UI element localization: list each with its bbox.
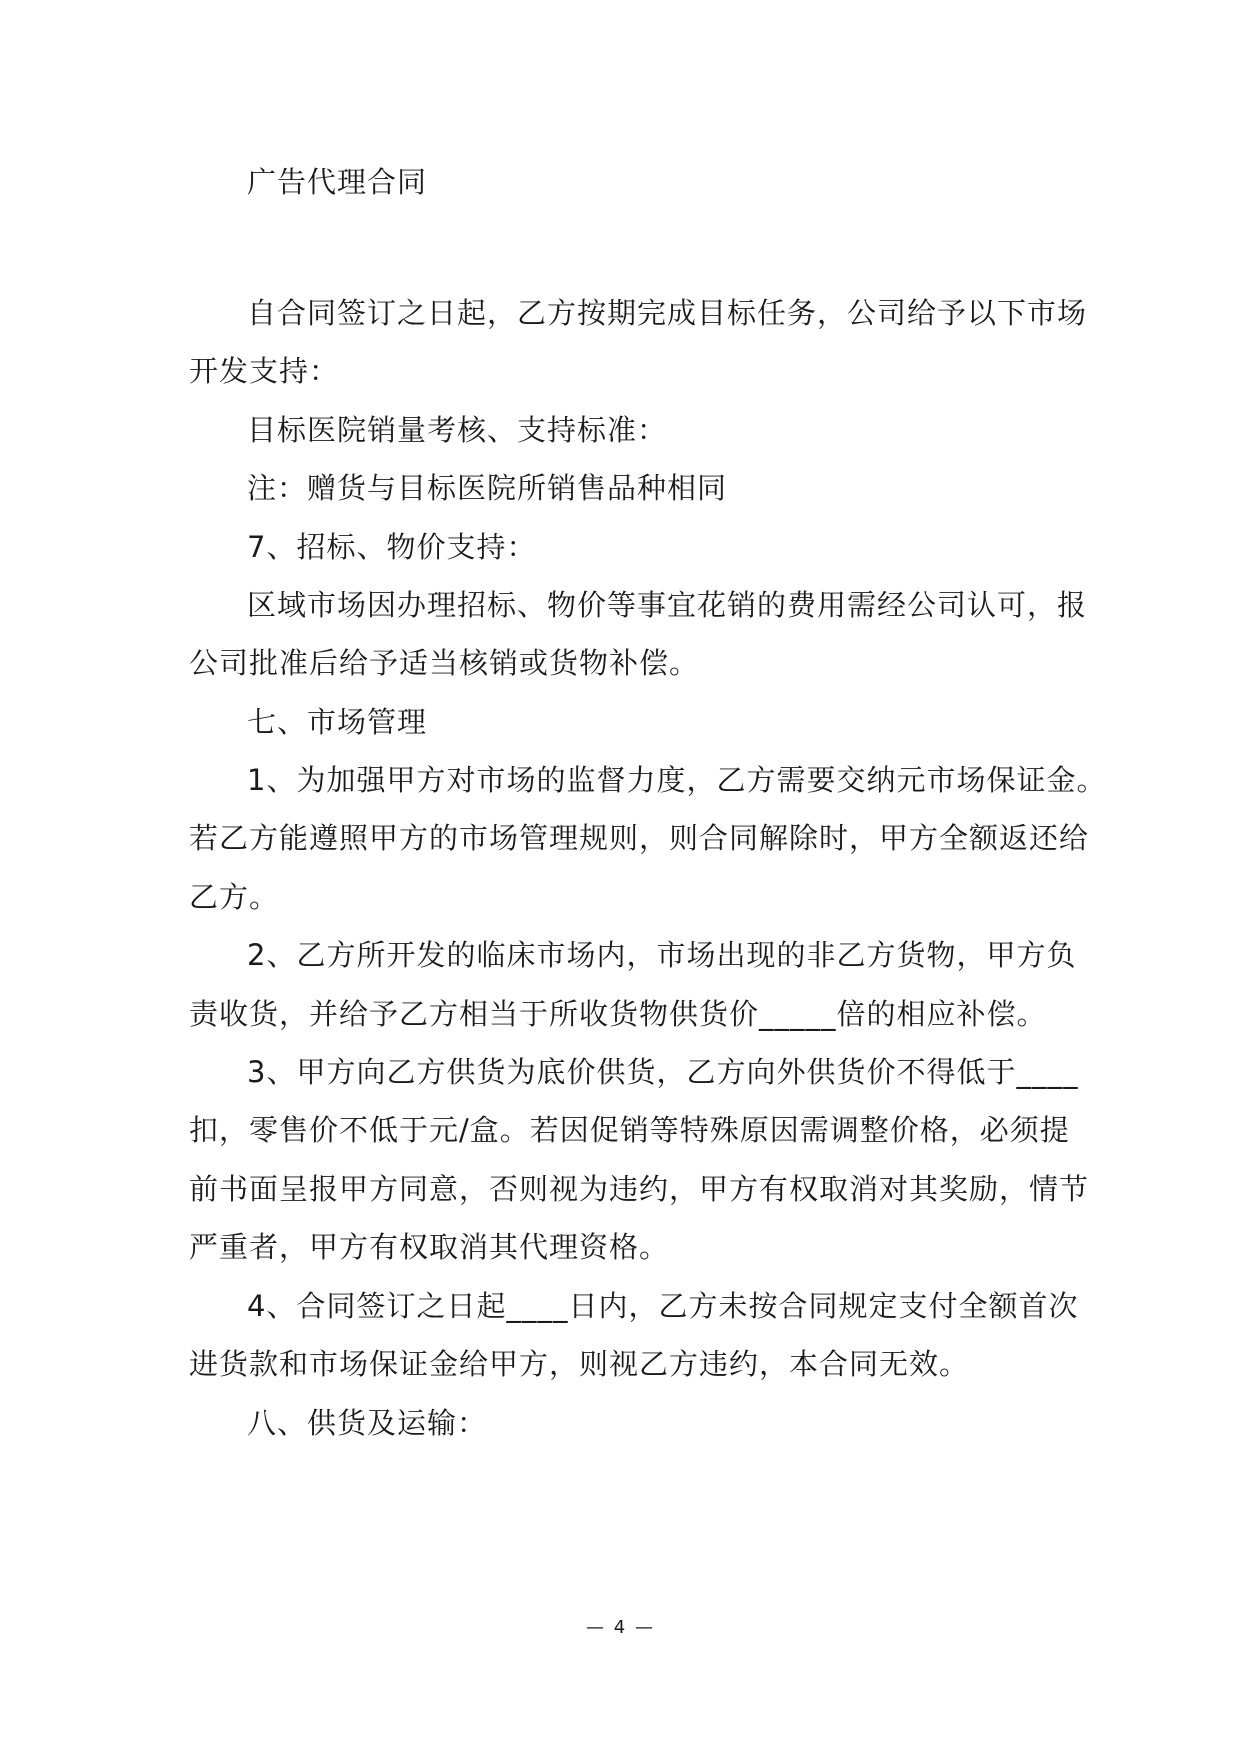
paragraph-line: 公司批准后给予适当核销或货物补偿。 xyxy=(189,646,700,680)
paragraph-line: 扣，零售价不低于元/盒。若因促销等特殊原因需调整价格，必须提 xyxy=(189,1113,1070,1147)
paragraph-line: 3、甲方向乙方供货为底价供货，乙方向外供货价不得低于____ xyxy=(247,1055,1079,1089)
paragraph-line: 开发支持： xyxy=(189,354,340,388)
paragraph-line: 区域市场因办理招标、物价等事宜花销的费用需经公司认可，报 xyxy=(247,588,1088,622)
paragraph-line: 目标医院销量考核、支持标准： xyxy=(247,413,668,447)
section-heading: 7、招标、物价支持： xyxy=(247,530,537,564)
paragraph-line: 2、乙方所开发的临床市场内，市场出现的非乙方货物，甲方负 xyxy=(247,938,1077,972)
paragraph-line: 若乙方能遵照甲方的市场管理规则，则合同解除时，甲方全额返还给 xyxy=(189,821,1090,855)
paragraph-line: 严重者，甲方有权取消其代理资格。 xyxy=(189,1230,670,1264)
document-title: 广告代理合同 xyxy=(247,165,428,199)
section-heading: 七、市场管理 xyxy=(247,705,428,739)
paragraph-line: 乙方。 xyxy=(189,880,280,914)
paragraph-line: 注：赠货与目标医院所销售品种相同 xyxy=(247,471,728,505)
paragraph-line: 4、合同签订之日起____日内，乙方未按合同规定支付全额首次 xyxy=(247,1289,1079,1323)
paragraph-line: 前书面呈报甲方同意，否则视为违约，甲方有权取消对其奖励，情节 xyxy=(189,1172,1090,1206)
paragraph-line: 责收货，并给予乙方相当于所收货物供货价_____倍的相应补偿。 xyxy=(189,997,1047,1031)
page-number: — 4 — xyxy=(586,1617,655,1638)
paragraph-line: 自合同签订之日起，乙方按期完成目标任务，公司给予以下市场 xyxy=(247,296,1088,330)
paragraph-line: 1、为加强甲方对市场的监督力度，乙方需要交纳元市场保证金。 xyxy=(247,763,1107,797)
paragraph-line: 进货款和市场保证金给甲方，则视乙方违约，本合同无效。 xyxy=(189,1347,970,1381)
section-heading: 八、供货及运输： xyxy=(247,1406,488,1440)
